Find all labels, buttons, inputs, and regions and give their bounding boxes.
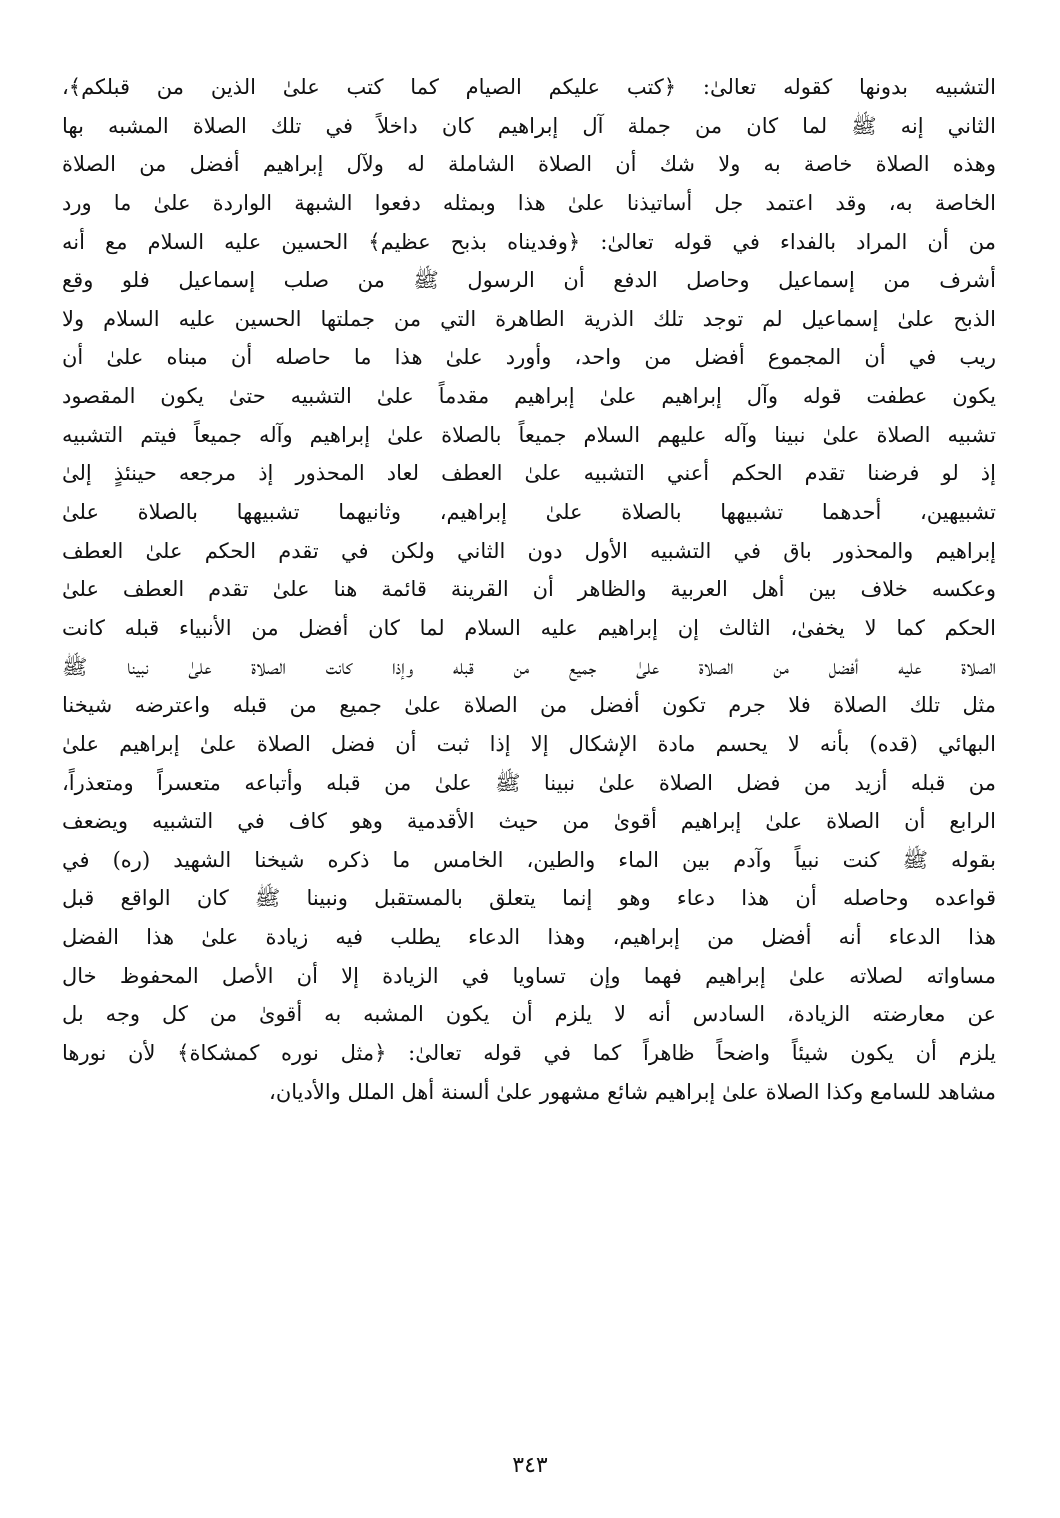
text-line: هذا الدعاء أنه أفضل من إبراهيم، وهذا الدعاء يطلب فيه زيادة علىٰ هذا الفضل <box>62 925 996 950</box>
text-line: مشاهد للسامع وكذا الصلاة علىٰ إبراهيم شائع مشهور علىٰ ألسنة أهل الملل والأديان، <box>269 1079 996 1104</box>
text-line: إبراهيم والمحذور باق في التشبيه الأول دون الثاني ولكن في تقدم الحكم علىٰ العطف <box>62 538 996 563</box>
text-line: يكون عطفت قوله وآل إبراهيم علىٰ إبراهيم مقدماً علىٰ التشبيه حتىٰ يكون المقصود <box>62 384 996 409</box>
text-line: الثاني إنه ﷺ لما كان من جملة آل إبراهيم كان داخلاً في تلك الصلاة المشبه بها <box>62 113 996 138</box>
text-line: قواعده وحاصله أن هذا دعاء وهو إنما يتعلق بالمستقبل ونبينا ﷺ كان الواقع قبل <box>62 886 996 911</box>
text-line: من قبله أزيد من فضل الصلاة علىٰ نبينا ﷺ علىٰ من قبله وأتباعه متعسراً ومتعذراً، <box>62 770 996 795</box>
text-line: تشبيه الصلاة علىٰ نبينا وآله عليهم السلام جميعاً بالصلاة علىٰ إبراهيم وآله جميعاً فيتم التشبيه <box>62 422 996 447</box>
text-line: عن معارضته الزيادة، السادس أنه لا يلزم أن يكون المشبه به أقوىٰ من كل وجه بل <box>62 1002 996 1027</box>
text-line: الذبح علىٰ إسماعيل لم توجد تلك الذرية الطاهرة التي من جملتها الحسين عليه السلام ولا <box>62 306 996 331</box>
text-line: مثل تلك الصلاة فلا جرم تكون أفضل من الصلاة علىٰ جميع من قبله واعترضه شيخنا <box>62 693 996 718</box>
text-line: الرابع أن الصلاة علىٰ إبراهيم أقوىٰ من حيث الأقدمية وهو كاف في التشبيه ويضعف <box>62 809 996 834</box>
page-number: ٣٤٣ <box>512 1453 548 1478</box>
text-line: يلزم أن يكون شيئاً واضحاً ظاهراً كما في قوله تعالىٰ: ﴿مثل نوره كمشكاة﴾ لأن نورها <box>62 1041 996 1066</box>
text-line: وعكسه خلاف بين أهل العربية والظاهر أن القرينة قائمة هنا علىٰ تقدم العطف علىٰ <box>62 577 996 602</box>
text-line: ريب في أن المجموع أفضل من واحد، وأورد علىٰ هذا ما حاصله أن مبناه علىٰ أن <box>62 345 996 370</box>
text-line: تشبيهين، أحدهما تشبيهها بالصلاة علىٰ إبراهيم، وثانيهما تشبيهها بالصلاة علىٰ <box>62 500 996 525</box>
text-line: الحكم كما لا يخفىٰ، الثالث إن إبراهيم عليه السلام لما كان أفضل من الأنبياء قبله كانت <box>62 615 996 640</box>
text-line: الصلاة عليه أفضل من الصلاة علىٰ جميع من قبله وإذا كانت الصلاة علىٰ نبينا ﷺ <box>62 654 996 679</box>
text-line: التشبيه بدونها كقوله تعالىٰ: ﴿كتب عليكم الصيام كما كتب علىٰ الذين من قبلكم﴾، <box>62 75 996 99</box>
body-text <box>62 68 996 1428</box>
text-line: أشرف من إسماعيل وحاصل الدفع أن الرسول ﷺ من صلب إسماعيل فلو وقع <box>62 268 996 293</box>
text-line: إذ لو فرضنا تقدم الحكم أعني التشبيه علىٰ العطف لعاد المحذور إذ مرجعه حينئذٍ إلىٰ <box>62 461 996 486</box>
text-line: من أن المراد بالفداء في قوله تعالىٰ: ﴿وفديناه بذبح عظيم﴾ الحسين عليه السلام مع أنه <box>62 229 996 254</box>
text-line: مساواته لصلاته علىٰ إبراهيم فهما وإن تساويا في الزيادة إلا أن الأصل المحفوظ خال <box>62 963 996 988</box>
text-line: البهائي (قده) بأنه لا يحسم مادة الإشكال إلا إذا ثبت أن فضل الصلاة علىٰ إبراهيم علىٰ <box>62 731 996 756</box>
text-line: بقوله ﷺ كنت نبياً وآدم بين الماء والطين، الخامس ما ذكره شيخنا الشهيد (ره) في <box>62 847 996 872</box>
text-line: وهذه الصلاة خاصة به ولا شك أن الصلاة الشاملة له ولآل إبراهيم أفضل من الصلاة <box>62 152 996 177</box>
text-line: الخاصة به، وقد اعتمد جل أساتيذنا علىٰ هذا وبمثله دفعوا الشبهة الواردة علىٰ ما ورد <box>62 190 996 215</box>
